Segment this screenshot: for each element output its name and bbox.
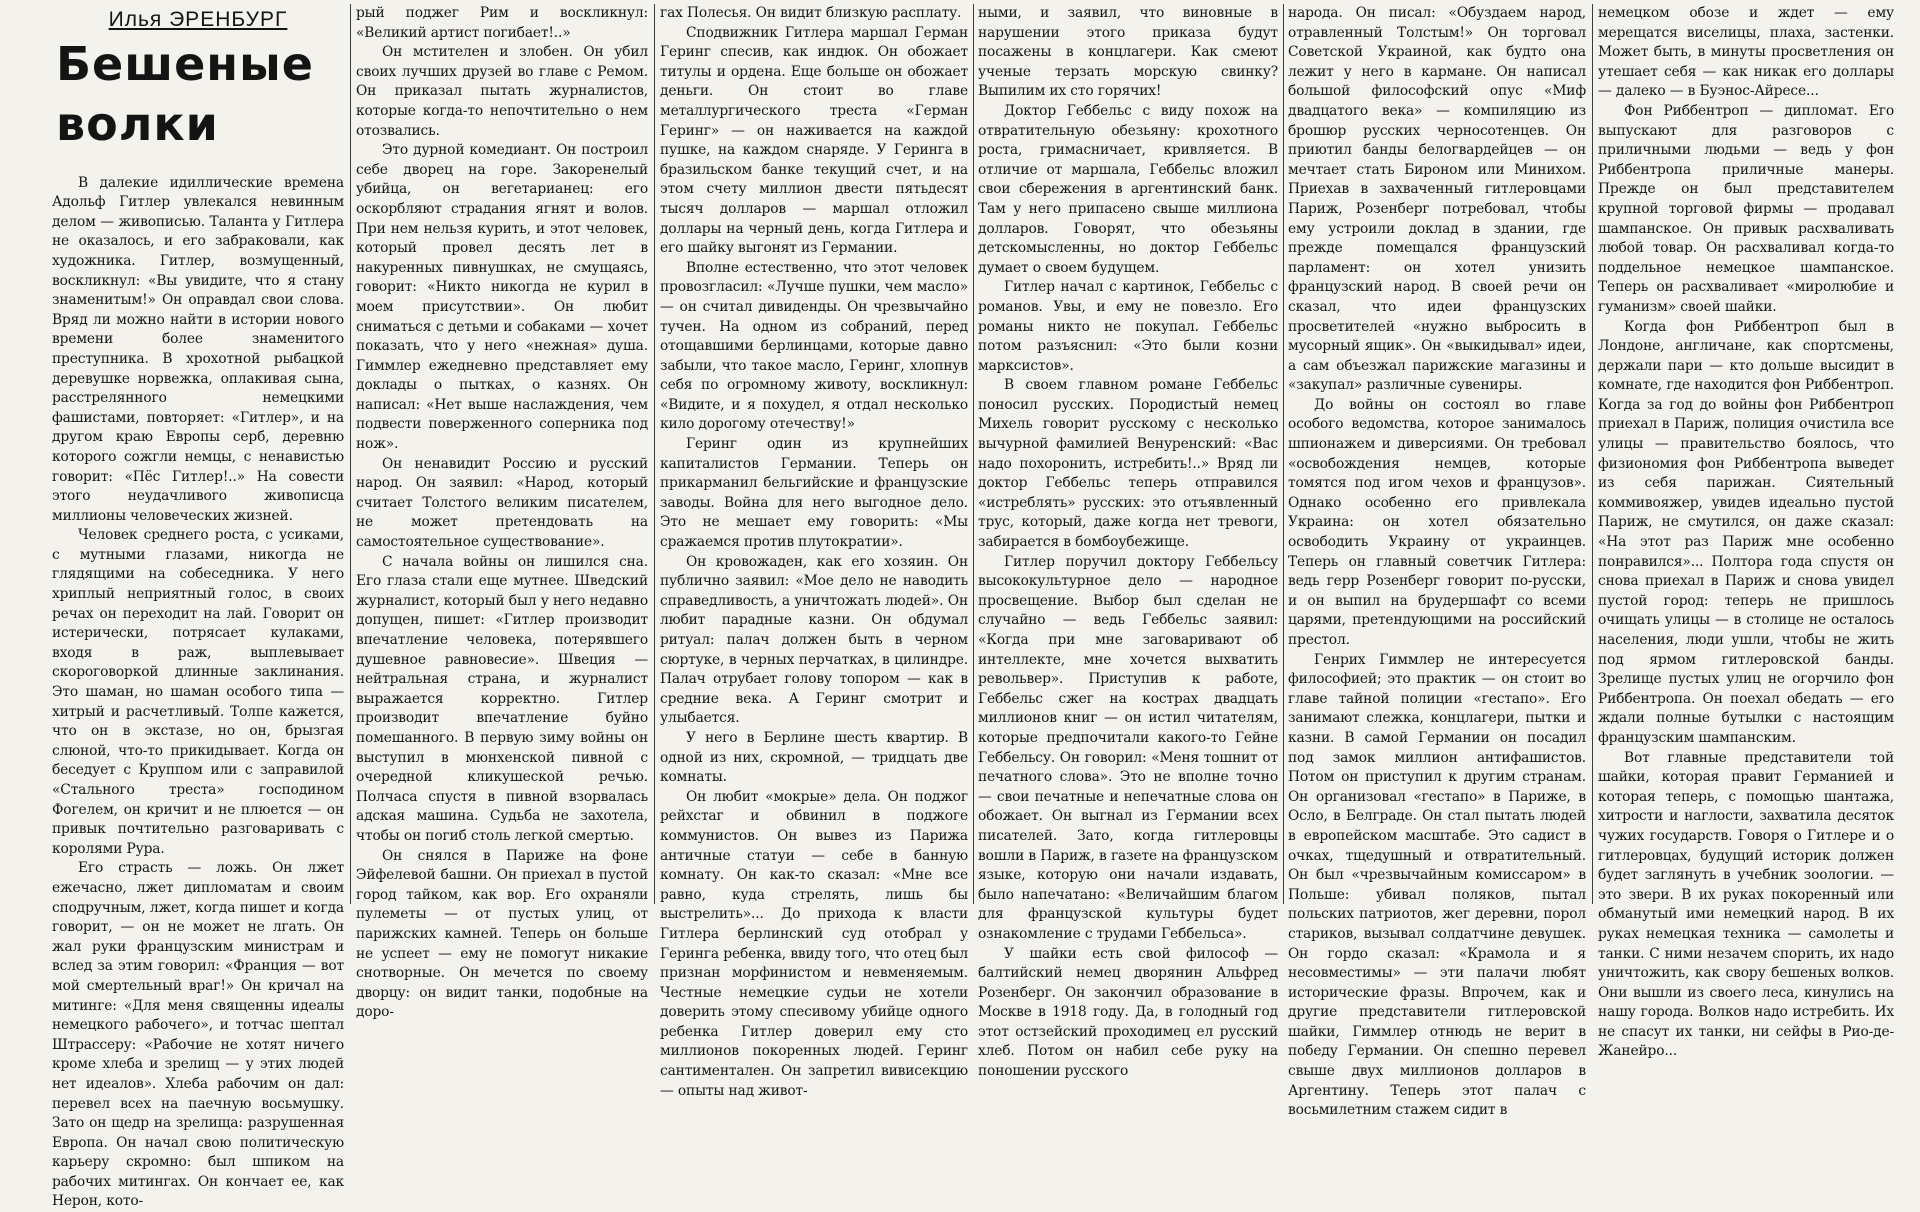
article-author: Илья ЭРЕНБУРГ <box>108 8 288 31</box>
column-divider <box>1592 4 1593 904</box>
article-paragraph: Он снялся в Париже на фоне Эйфелевой башни. Он приехал в пустой город тайком, как вор. Его охраняли пулеметы — от пустых улиц, от парижских камней. Теперь он больше не успеет — ему не помогут никакие снотворные. Он мечется по своему дворцу: он видит танки, подобные на доро- <box>356 847 648 1021</box>
article-paragraph: Вполне естественно, что этот человек провозгласил: «Лучше пушки, чем масло» — он считал дивиденды. Он чрезвычайно тучен. На одном из собраний, перед отощавшими берлинцами, которые давно забыли, что такое масло, Геринг, хлопнув себя по огромному животу, воскликнул: «Видите, и я похудел, я отдал несколько кило дорогому отечеству!» <box>660 259 968 433</box>
article-paragraph: Вот главные представители той шайки, которая правит Германией и которая теперь, с помощью шантажа, хитрости и наглости, захватила десяток чужих государств. Говоря о Гитлере и о гитлеровцах, будущий историк должен будет заглянуть в учебник зоологии. — это звери. В их руках покоренный или обманутый ими немецкий народ. В их руках немецкая техника — самолеты и танки. С ними незачем спорить, их надо уничтожить, как свору бешеных волков. Они вышли из своего леса, кинулись на нашу города. Волков надо истребить. Их не спасут их танки, ни сейфы в Рио-де-Жанейро... <box>1598 749 1894 1060</box>
article-paragraph: У него в Берлине шесть квартир. В одной из них, скромной, — тридцать две комнаты. <box>660 729 968 786</box>
article-paragraph: Сподвижник Гитлера маршал Герман Геринг спесив, как индюк. Он обожает титулы и ордена. Еще больше он обожает деньги. Он стоит во главе металлургического треста «Герман Геринг» — он наживается на каждой пушке, на каждом снаряде. У Геринга в бразильском банке текущий счет, и на этом счету миллион двести пятьдесят тысяч долларов — маршал отложил доллары на черный день, когда Гитлера и его шайку выгонят из Германии. <box>660 24 968 257</box>
column-text <box>978 4 1278 1082</box>
article-paragraph: Это дурной комедиант. Он построил себе дворец на горе. Закоренелый убийца, он вегетарианец: его оскорбляют страдания ягнят и волов. При нем нельзя курить, и этот человек, который провел десять лет в накуренных пивнушках, не смущаясь, говорит: «Никто никогда не курил в моем присутствии». Он любит сниматься с детьми и собаками — хочет показать, что у него «нежная» душа. Гиммлер ежедневно представляет ему доклады о пытках, о казнях. Он написал: «Нет выше наслаждения, чем подвести поверженного соперника под нож». <box>356 142 648 453</box>
article-column-6 <box>1598 4 1894 1060</box>
article-paragraph: немецком обозе и ждет — ему мерещатся виселицы, плаха, застенки. Может быть, в минуты просветления он утешает себя — как никак его доллары — далеко — в Буэнос-Айресе... <box>1598 5 1894 100</box>
article-paragraph: Гитлер поручил доктору Геббельсу высококультурное дело — народное просвещение. Выбор был сделан не случайно — ведь Геббельс заявил: «Когда при мне заговаривают об интеллекте, мне хочется выхватить револьвер». Приступив к работе, Геббельс сжег на кострах двадцать миллионов книг — он истил читателям, которые предпочитали какого-то Гейне Геббельсу. Он говорил: «Меня тошнит от печатного слова». Это не вполне точно — свои печатные и непечатные слова он обожает. Он выгнал из Германии всех писателей. Зато, когда гитлеровцы вошли в Париж, в газете на французском языке, которую они начали издавать, было напечатано: «Величайшим благом для французской культуры будет ознакомление с трудами Геббельса». <box>978 553 1278 942</box>
article-column-2 <box>356 4 648 1021</box>
article-paragraph: Он любит «мокрые» дела. Он поджог рейхстаг и обвинил в поджоге коммунистов. Он вывез из Парижа античные статуи — себе в банную комнату. Он как-то сказал: «Мне все равно, куда стрелять, лишь бы выстрелить»... До прихода к власти Гитлера берлинский суд отобрал у Геринга ребенка, ввиду того, что отец был признан морфинистом и невменяемым. Честные немецкие судьи не хотели доверить этому спесивому убийце одного ребенка Гитлер доверил ему сто миллионов покоренных людей. Геринг сантиментален. Он запретил вивисекцию — опыты над живот- <box>660 788 968 1099</box>
column-divider <box>973 4 974 904</box>
column-divider <box>654 4 655 904</box>
article-paragraph: рый поджег Рим и воскликнул: «Великий артист погибает!..» <box>356 5 648 41</box>
article-paragraph: Доктор Геббельс с виду похож на отвратительную обезьяну: крохотного роста, гримасничает, кривляется. В отличие от маршала, Геббельс вложил свои сбережения в аргентинский банк. Там у него припасено свыше миллиона долларов. Говорят, что обезьяны детскомысленны, но доктор Геббельс думает о своем будущем. <box>978 102 1278 276</box>
article-paragraph: Он кровожаден, как его хозяин. Он публично заявил: «Мое дело не наводить справедливость, а уничтожать людей». Он любит парадные казни. Он обдумал ритуал: палач должен быть в черном сюртуке, в черных перчатках, в цилиндре. Палач отрубает голову топором — как в средние века. А Геринг смотрит и улыбается. <box>660 553 968 727</box>
article-column-1 <box>52 4 344 1210</box>
article-paragraph: До войны он состоял во главе особого ведомства, которое занималось шпионажем и диверсиями. Он требовал «освобождения немцев, которые томятся под игом чехов и французов». Однако особенно его привлекала Украина: он хотел обязательно освободить Украину от украинцев. Теперь он главный советчик Гитлера: ведь герр Розенберг говорит по-русски, и он выпил на брудершафт со всеми царями, претендующими на российский престол. <box>1288 396 1586 648</box>
article-paragraph: У шайки есть свой философ — балтийский немец дворянин Альфред Розенберг. Он закончил образование в Москве в 1918 году. Да, в голодный год этот остзейский проходимец ел русский хлеб. Потом он набил себе руку на поношении русского <box>978 945 1278 1080</box>
article-column-5 <box>1288 4 1586 1119</box>
article-paragraph: ными, и заявил, что виновные в нарушении этого приказа будут посажены в концлагери. Как смеют ученые терзать морскую свинку? Выпилим их сто горячих! <box>978 5 1278 100</box>
article-paragraph: В далекие идиллические времена Адольф Гитлер увлекался невинным делом — живописью. Таланта у Гитлера не оказалось, и его забраковали, как художника. Гитлер, возмущенный, воскликнул: «Вы увидите, что я стану знаменитым!» Он оправдал свои слова. Вряд ли можно найти в истории нового времени более знаменитого преступника. В хрохотной рыбацкой деревушке норвежка, оплакивая сына, расстрелянного немецкими фашистами, повторяет: «Гитлер», и на другом краю Европы серб, деревню которого сожгли немцы, с ненавистью говорит: «Пёс Гитлер!..» На совести этого неудачливого живописца миллионы человеческих жизней. <box>52 174 344 524</box>
article-paragraph: В своем главном романе Геббельс поносил русских. Породистый немец Михель говорит русскому с несколько вычурной фамилией Венуренский: «Вас надо похоронить, истребить!..» Вряд ли доктор Геббельс теперь отправился «истреблять» русских: это отъявленный трус, который, даже когда нет тревоги, забирается в бомбоубежище. <box>978 377 1278 551</box>
article-paragraph: Он мстителен и злобен. Он убил своих лучших друзей во главе с Ремом. Он приказал пытать журналистов, которые когда-то непочтительно о нем отозвались. <box>356 44 648 139</box>
article-column-4 <box>978 4 1278 1080</box>
article-paragraph: Его страсть — ложь. Он лжет ежечасно, лжет дипломатам и своим сподручным, лжет, когда пишет и когда говорит, — он не может не лгать. Он жал руки французским министрам и вслед за этим говорил: «Франция — вот мой смертельный враг!» Он кричал на митинге: «Для меня священны идеалы немецкого рабочего», и тотчас шептал Штрассеру: «Рабочие не хотят ничего кроме хлеба и зрелищ — у этих людей нет идеалов». Хлеба рабочим он дал: перевел всех на паечную восьмушку. Зато он щедр на зрелища: разрушенная Европа. Он начал свою политическую карьеру скромно: был шпиком на рабочих митингах. Он кончает ее, как Нерон, кото- <box>52 860 344 1210</box>
article-title: Бешеные волки <box>56 36 314 151</box>
column-text <box>1598 4 1894 1062</box>
article-paragraph: Фон Риббентроп — дипломат. Его выпускают для разговоров с приличными людьми — ведь у фон Риббентропа приличные манеры. Прежде он был представителем крупной торговой фирмы — продавал шампанское. Он привык расхваливать любой товар. Он расхваливал когда-то поддельное немецкое шампанское. Теперь он расхваливает «миролюбие и гуманизм» своей шайки. <box>1598 102 1894 315</box>
column-text <box>1288 4 1586 1121</box>
article-paragraph: С начала войны он лишился сна. Его глаза стали еще мутнее. Шведский журналист, который был у него недавно допущен, пишет: «Гитлер производит впечатление человека, потерявшего душевное равновесие». Швеция — нейтральная страна, и журналист выражается корректно. Гитлер производит впечатление буйно помешанного. В первую зиму войны он выступил в мюнхенской пивной с очередной кликушеской речью. Полчаса спустя в пивной взорвалась адская машина. Судьба не захотела, чтобы он погиб столь легкой смертью. <box>356 553 648 844</box>
column-divider <box>350 4 351 904</box>
column-divider <box>1283 4 1284 904</box>
article-paragraph: Гитлер начал с картинок, Геббельс с романов. Увы, и ему не повезло. Его романы никто не покупал. Геббельс потом разъяснил: «Это были козни марксистов». <box>978 279 1278 374</box>
article-paragraph: Он ненавидит Россию и русский народ. Он заявил: «Народ, который считает Толстого великим писателем, не может претендовать на самостоятельное существование». <box>356 455 648 551</box>
article-paragraph: Генрих Гиммлер не интересуется философией; это практик — он стоит во главе тайной полиции «гестапо». Его занимают слежка, концлагери, пытки и казни. В самой Германии он посадил под замок миллион антифашистов. Потом он приступил к другим странам. Он организовал «гестапо» в Париже, в Осло, в Белграде. Он стал пытать людей в европейском масштабе. Это садист в очках, тщедушный и отвратительный. Он был «чрезвычайным комиссаром» в Польше: убивал поляков, пытал польских патриотов, жег деревни, порол стариков, вызывал солдатчине девушек. Он гордо сказал: «Крамола и я несовместимы» — эти палачи любят исторические фразы. Впрочем, как и другие представители гитлеровской шайки, Гиммлер отнюдь не верит в победу Германии. Он спешно перевел свыше двух миллионов долларов в Аргентину. Теперь этот палач с восьмилетним стажем сидит в <box>1288 651 1586 1119</box>
article-paragraph: Человек среднего роста, с усиками, с мутными глазами, никогда не глядящими на собеседника. У него хриплый неприятный голос, в своих речах он переходит на лай. Говорит он истерически, потрясает кулаками, входя в раж, выплевывает скороговоркой длинные заклинания. Это шаман, но шаман особого типа — хитрый и расчетливый. Толпе кажется, что он в экстазе, но он, брызгая слюной, что-то прикидывает. Когда он беседует с Круппом или с заправилой «Стального треста» господином Фогелем, он кричит и не плюется — он привык почтительно разговаривать с королями Рура. <box>52 527 344 857</box>
article-column-3 <box>660 4 968 1099</box>
article-paragraph: Геринг один из крупнейших капиталистов Германии. Теперь он прикарманил бельгийские и французские заводы. Война для него выгодное дело. Это не мешает ему говорить: «Мы сражаемся против плутократии». <box>660 436 968 551</box>
column-text <box>52 174 344 1212</box>
article-paragraph: Когда фон Риббентроп был в Лондоне, англичане, как спортсмены, держали пари — кто дольше высидит в комнате, где находится фон Риббентроп. Когда за год до войны фон Риббентроп приехал в Париж, полиция очистила все улицы — правительство боялось, что физиономия фон Риббентропа выведет из себя парижан. Сиятельный коммивояжер, увидев идеально пустой Париж, не смутился, он даже сказал: «На этот раз Париж мне особенно понравился»... Полтора года спустя он снова приехал в Париж и снова увидел пустой город: теперь не пришлось очищать улицы — в столице не осталось населения, люди ушли, чтобы не жить под ярмом гитлеровской банды. Зрелище пустых улиц не огорчило фон Риббентропа. Он поехал обедать — его ждали полные бутылки с настоящим французским шампанским. <box>1598 318 1894 746</box>
article-paragraph: гах Полесья. Он видит близкую расплату. <box>660 5 962 21</box>
article-paragraph: народа. Он писал: «Обуздаем народ, отравленный Толстым!» Он торговал Советской Украиной, как будто она лежит у него в кармане. Он написал большой философский опус «Миф двадцатого века» — компиляцию из брошюр русских черносотенцев. Он приютил банды белогвардейцев — он мечтает стать Бироном или Минихом. Приехав в захваченный гитлеровцами Париж, Розенберг потребовал, чтобы ему устроили доклад в здании, где прежде помещался французский парламент: он хотел унизить французский народ. В своей речи он сказал, что идеи французских просветителей «нужно выбросить в мусорный ящик». Он «выкидывал» идеи, а сам объезжал парижские магазины и «закупал» различные сувениры. <box>1288 5 1586 394</box>
column-text <box>356 4 648 1023</box>
column-text <box>660 4 968 1101</box>
